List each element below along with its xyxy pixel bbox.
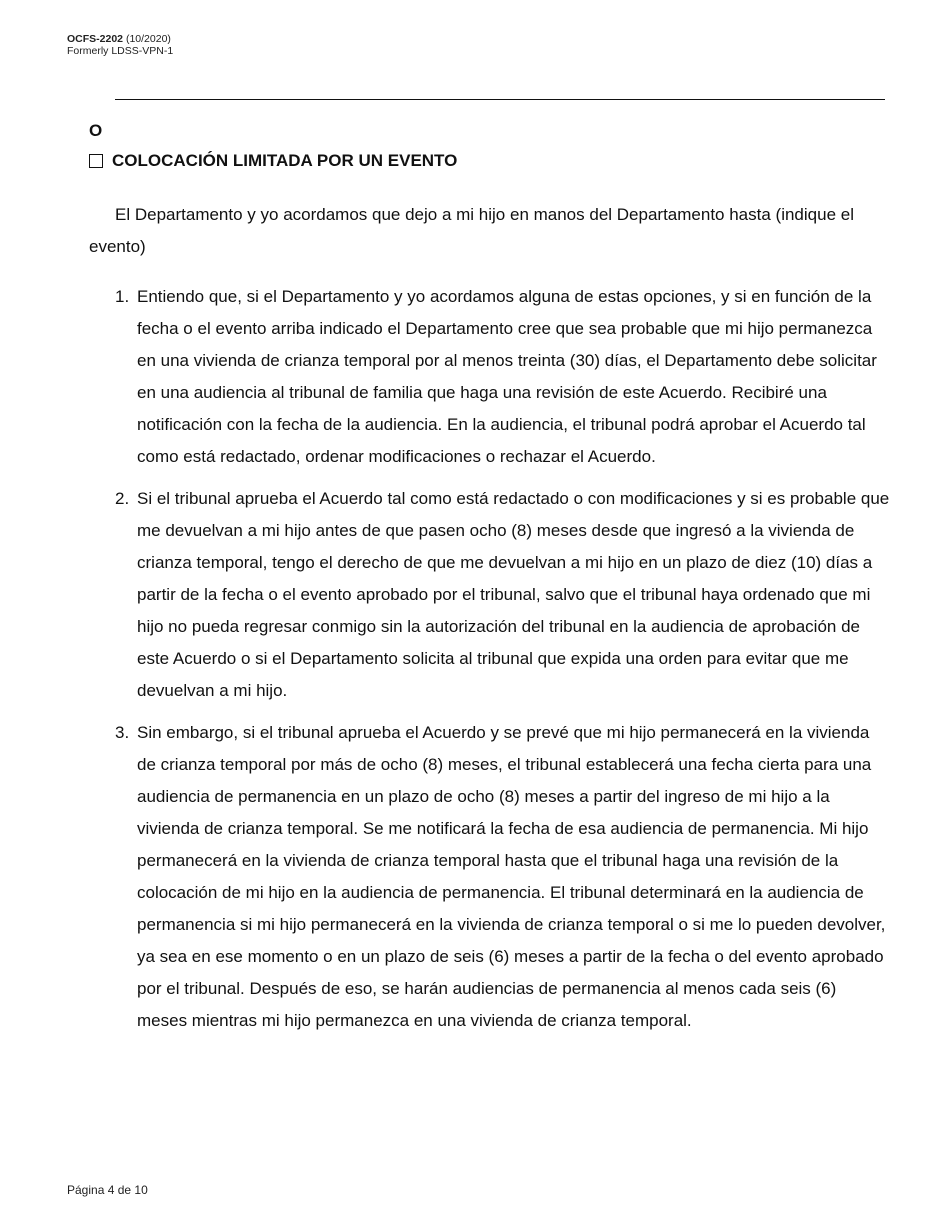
clause-item bbox=[115, 717, 890, 1037]
section-title: COLOCACIÓN LIMITADA POR UN EVENTO bbox=[112, 151, 458, 170]
clause-text: Entiendo que, si el Departamento y yo acordamos alguna de estas opciones, y si en función de la fecha o el evento arriba indicado el Departamento cree que sea probable que mi hijo permanezca en una vivienda de crianza temporal por al menos treinta (30) días, el Departamento debe solicitar en una audiencia al tribunal de familia que haga una revisión de este Acuerdo. Recibiré una notificación con la fecha de la audiencia. En la audiencia, el tribunal podrá aprobar el Acuerdo tal como está redactado, ordenar modificaciones o rechazar el Acuerdo. bbox=[137, 287, 877, 466]
clause-number: 2. bbox=[115, 489, 130, 508]
section-heading bbox=[89, 151, 457, 171]
clause-item bbox=[115, 281, 890, 473]
formerly-label: Formerly LDSS-VPN-1 bbox=[67, 45, 174, 57]
clause-text: Sin embargo, si el tribunal aprueba el Acuerdo y se prevé que mi hijo permanecerá en la vivienda de crianza temporal por más de ocho (8) meses, el tribunal establecerá una fecha cierta para una audiencia de permanencia en un plazo de ocho (8) meses a partir del ingreso de mi hijo a la vivienda de crianza temporal. Se me notificará la fecha de esa audiencia de permanencia. Mi hijo permanecerá en la vivienda de crianza temporal hasta que el tribunal haga una revisión de la colocación de mi hijo en la audiencia de permanencia. El tribunal determinará en la audiencia de permanencia si mi hijo permanecerá en la vivienda de crianza temporal o si me lo pueden devolver, ya sea en ese momento o en un plazo de seis (6) meses a partir de la fecha o del evento aprobado por el tribunal. Después de eso, se harán audiencias de permanencia al menos cada seis (6) meses mientras mi hijo permanezca en una vivienda de crianza temporal. bbox=[137, 723, 886, 1030]
or-label: O bbox=[89, 121, 103, 140]
page-number: Página 4 de 10 bbox=[67, 1183, 148, 1197]
form-code: OCFS-2202 bbox=[67, 33, 124, 45]
clause-number: 1. bbox=[115, 287, 130, 306]
limited-placement-checkbox[interactable] bbox=[89, 154, 103, 168]
clause-list bbox=[115, 281, 890, 1047]
clause-item bbox=[115, 483, 890, 707]
clause-number: 3. bbox=[115, 723, 130, 742]
event-fill-in-line bbox=[115, 99, 885, 100]
intro-paragraph: El Departamento y yo acordamos que dejo a mi hijo en manos del Departamento hasta (indique el evento) bbox=[89, 205, 854, 256]
form-date: (10/2020) bbox=[125, 33, 171, 45]
clause-text: Si el tribunal aprueba el Acuerdo tal como está redactado o con modificaciones y si es probable que me devuelvan a mi hijo antes de que pasen ocho (8) meses desde que ingresó a la vivienda de crianza temporal, tengo el derecho de que me devuelvan a mi hijo en un plazo de diez (10) días a partir de la fecha o el evento aprobado por el tribunal, salvo que el tribunal haya ordenado que mi hijo no pueda regresar conmigo sin la autorización del tribunal en la audiencia de aprobación de este Acuerdo o si el Departamento solicita al tribunal que expida una orden para evitar que me devuelvan a mi hijo. bbox=[137, 489, 890, 700]
form-header bbox=[67, 33, 173, 57]
